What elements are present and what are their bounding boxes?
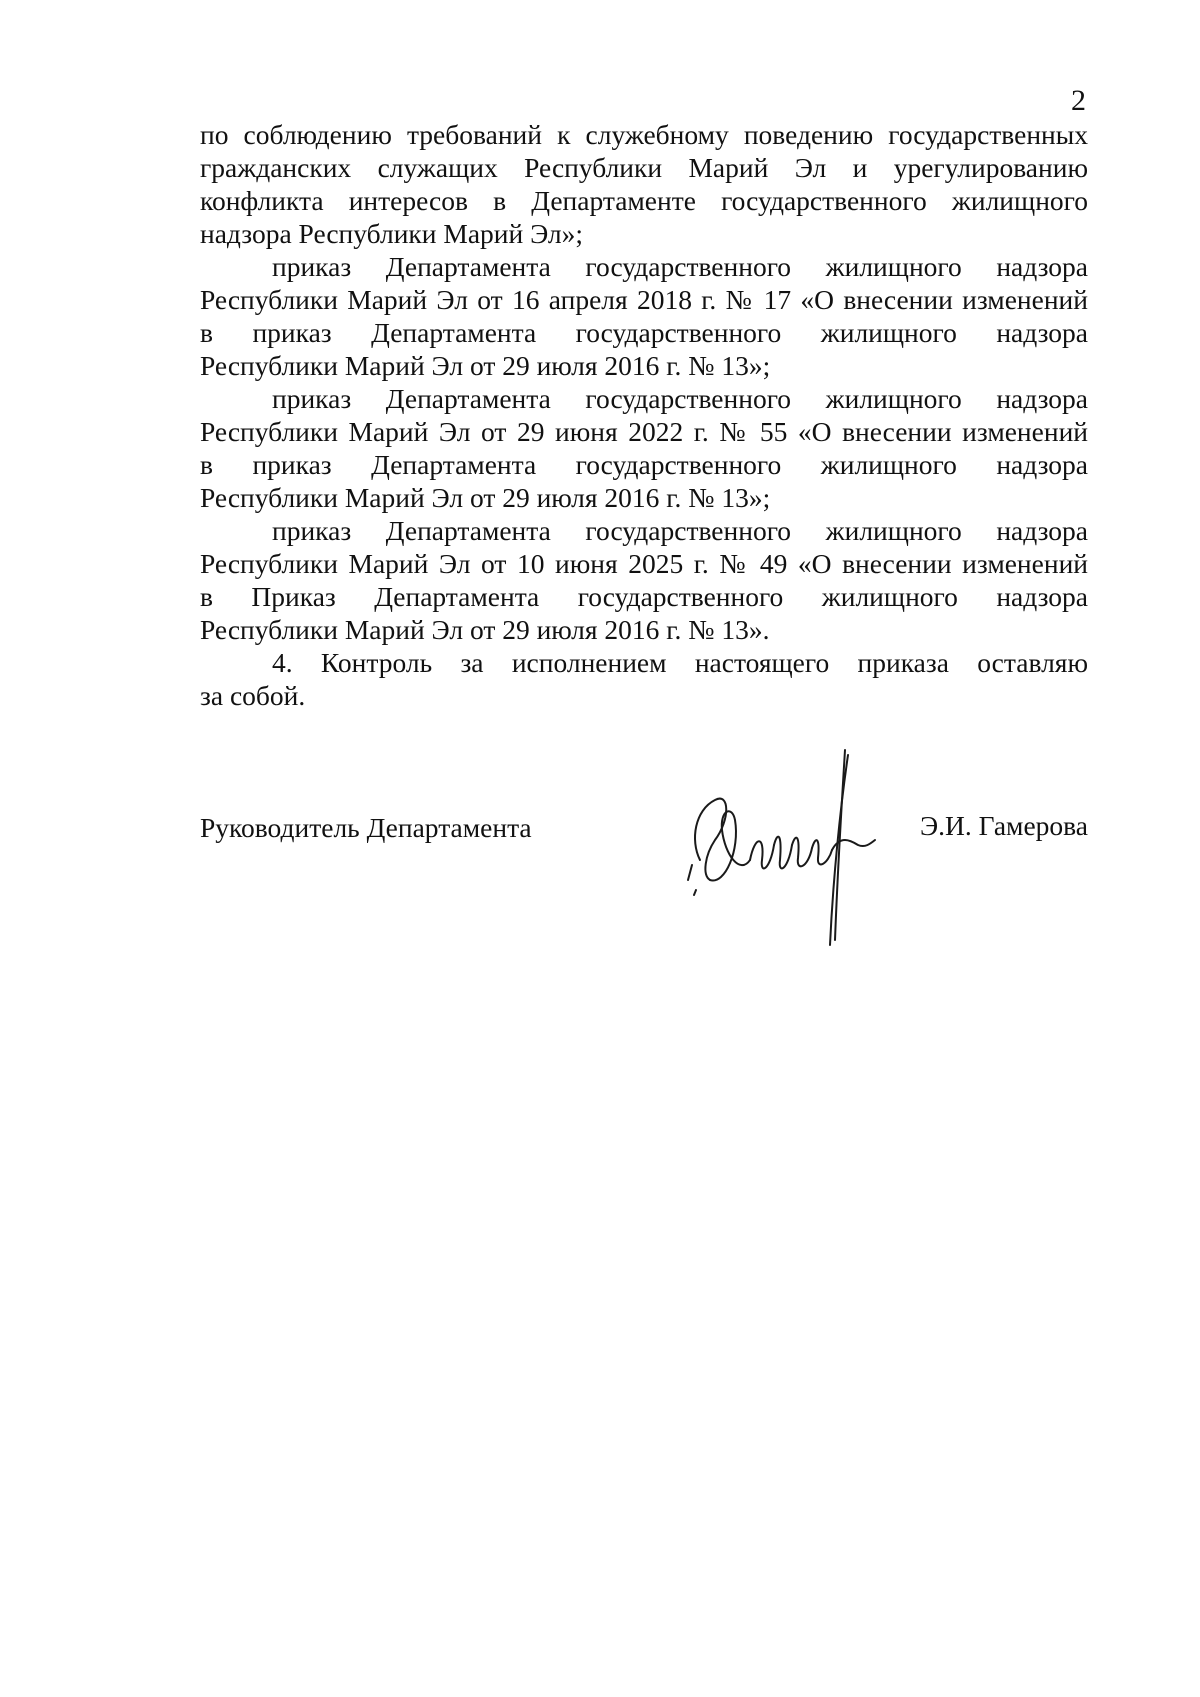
text-line: за собой. [200,680,306,711]
text-line: приказ Департамента государственного жилищного надзора [272,515,1088,546]
text-line: в приказ Департамента государственного жилищного надзора [200,317,1088,348]
signer-name: Э.И. Гамерова [920,810,1088,841]
text-line: в Приказ Департамента государственного жилищного надзора [200,581,1088,612]
text-line: Республики Марий Эл от 29 июля 2016 г. № 13». [200,614,770,645]
text-line: Республики Марий Эл от 29 июня 2022 г. № 55 «О внесении изменений [200,416,1088,447]
text-line: Республики Марий Эл от 16 апреля 2018 г. № 17 «О внесении изменений [200,284,1088,315]
text-line: Республики Марий Эл от 29 июля 2016 г. № 13»; [200,482,771,513]
signature-block [200,800,1088,960]
paragraph [200,514,1088,646]
text-line: по соблюдению требований к служебному поведению государственных [200,119,1088,150]
text-line: приказ Департамента государственного жилищного надзора [272,251,1088,282]
text-line: Республики Марий Эл от 29 июля 2016 г. № 13»; [200,350,771,381]
page-number: 2 [1071,84,1086,117]
signer-title: Руководитель Департамента [200,812,532,843]
paragraph [200,118,1088,250]
handwritten-signature-icon [670,740,900,970]
paragraph [200,382,1088,514]
text-line: Республики Марий Эл от 10 июня 2025 г. № 49 «О внесении изменений [200,548,1088,579]
paragraph [200,646,1088,712]
text-line: гражданских служащих Республики Марий Эл и урегулированию [200,152,1088,183]
text-line: в приказ Департамента государственного жилищного надзора [200,449,1088,480]
paragraph [200,250,1088,382]
text-line: 4. Контроль за исполнением настоящего приказа оставляю [272,647,1088,678]
text-line: приказ Департамента государственного жилищного надзора [272,383,1088,414]
text-line: конфликта интересов в Департаменте государственного жилищного [200,185,1088,216]
body-text [200,118,1088,712]
text-line: надзора Республики Марий Эл»; [200,218,583,249]
